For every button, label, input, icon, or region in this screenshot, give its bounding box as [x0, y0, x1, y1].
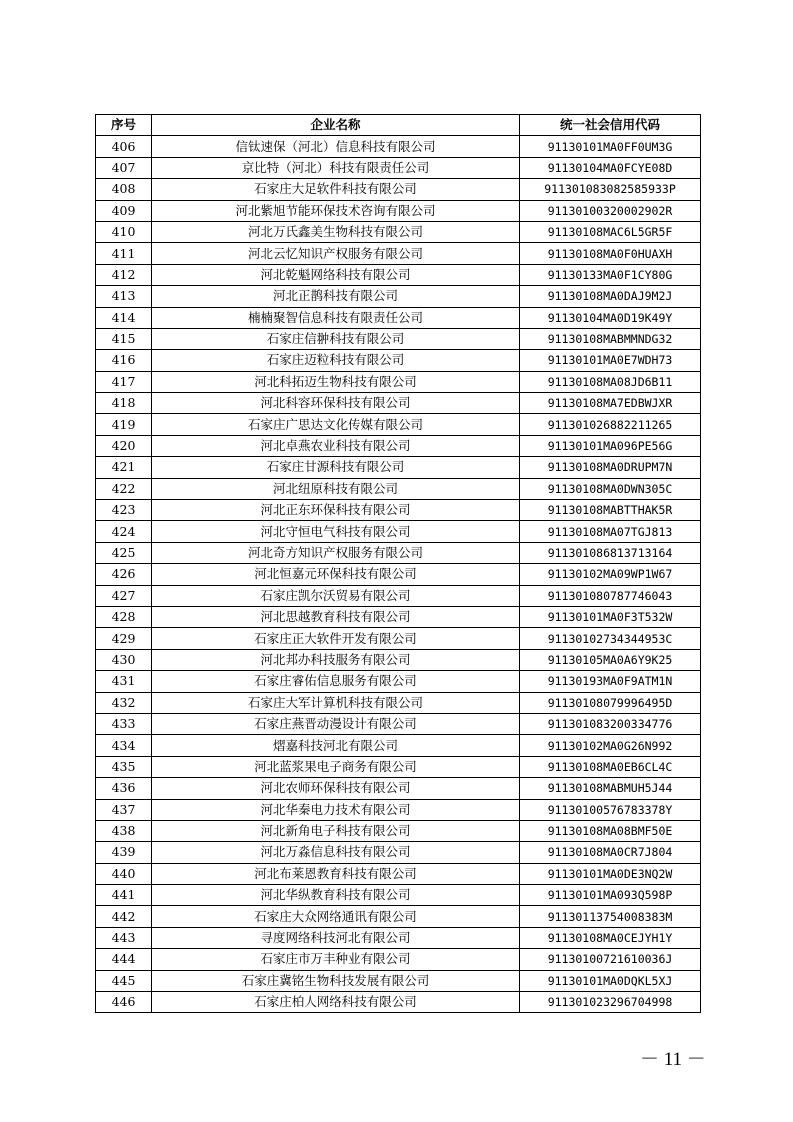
cell-company-name: 河北新角电子科技有限公司 [152, 820, 520, 841]
table-row [96, 735, 701, 756]
cell-company-name: 京比特（河北）科技有限责任公司 [152, 157, 520, 178]
table-row [96, 756, 701, 777]
cell-credit-code: 91130108MA0F0HUAXH [520, 243, 701, 264]
cell-credit-code: 91130108MA7EDBWJXR [520, 393, 701, 414]
cell-credit-code: 91130108MA0CR7J804 [520, 842, 701, 863]
cell-serial: 432 [96, 692, 152, 713]
cell-company-name: 河北乾魁网络科技有限公司 [152, 264, 520, 285]
table-row [96, 585, 701, 606]
table-row [96, 927, 701, 948]
table-row [96, 820, 701, 841]
cell-company-name: 河北思越教育科技有限公司 [152, 606, 520, 627]
table-row [96, 157, 701, 178]
cell-serial: 439 [96, 842, 152, 863]
cell-credit-code: 911301086813713164 [520, 542, 701, 563]
cell-credit-code: 91130113754008383M [520, 906, 701, 927]
table-row [96, 328, 701, 349]
cell-credit-code: 91130101MA0DE3NQ2W [520, 863, 701, 884]
cell-credit-code: 91130102MA09WP1W67 [520, 564, 701, 585]
table-row [96, 778, 701, 799]
cell-credit-code: 91130101MA0F3T532W [520, 606, 701, 627]
cell-serial: 425 [96, 542, 152, 563]
cell-company-name: 石家庄甘源科技有限公司 [152, 457, 520, 478]
table-row [96, 286, 701, 307]
cell-serial: 411 [96, 243, 152, 264]
cell-credit-code: 91130108079996495D [520, 692, 701, 713]
cell-company-name: 河北正鹊科技有限公司 [152, 286, 520, 307]
cell-credit-code: 91130108MA08BMF50E [520, 820, 701, 841]
table-header-row [96, 115, 701, 136]
table-row [96, 200, 701, 221]
cell-company-name: 河北华纵教育科技有限公司 [152, 885, 520, 906]
table-row [96, 478, 701, 499]
cell-company-name: 石家庄冀铭生物科技发展有限公司 [152, 970, 520, 991]
cell-company-name: 河北卓燕农业科技有限公司 [152, 435, 520, 456]
table-row [96, 692, 701, 713]
cell-company-name: 石家庄凯尔沃贸易有限公司 [152, 585, 520, 606]
cell-serial: 416 [96, 350, 152, 371]
cell-credit-code: 91130108MA07TGJ813 [520, 521, 701, 542]
cell-credit-code: 911301023296704998 [520, 992, 701, 1013]
table-row [96, 885, 701, 906]
table-row [96, 393, 701, 414]
cell-serial: 409 [96, 200, 152, 221]
cell-serial: 443 [96, 927, 152, 948]
cell-credit-code: 911301083082585933P [520, 179, 701, 200]
cell-company-name: 河北农师环保科技有限公司 [152, 778, 520, 799]
table-row [96, 414, 701, 435]
cell-credit-code: 91130100576783378Y [520, 799, 701, 820]
cell-company-name: 熠嘉科技河北有限公司 [152, 735, 520, 756]
cell-serial: 422 [96, 478, 152, 499]
cell-credit-code: 91130104MA0D19K49Y [520, 307, 701, 328]
table-row [96, 521, 701, 542]
cell-serial: 423 [96, 500, 152, 521]
table-row [96, 243, 701, 264]
cell-credit-code: 91130108MA08JD6B11 [520, 371, 701, 392]
table-row [96, 371, 701, 392]
cell-serial: 442 [96, 906, 152, 927]
cell-company-name: 河北恒嘉元环保科技有限公司 [152, 564, 520, 585]
table-row [96, 713, 701, 734]
cell-credit-code: 91130108MA0DAJ9M2J [520, 286, 701, 307]
cell-serial: 417 [96, 371, 152, 392]
cell-serial: 429 [96, 628, 152, 649]
cell-company-name: 石家庄正大软件开发有限公司 [152, 628, 520, 649]
table-row [96, 799, 701, 820]
table-row [96, 435, 701, 456]
cell-credit-code: 91130101MA0E7WDH73 [520, 350, 701, 371]
cell-company-name: 河北蓝浆果电子商务有限公司 [152, 756, 520, 777]
header-credit-code: 统一社会信用代码 [520, 115, 701, 136]
cell-company-name: 河北正东环保科技有限公司 [152, 500, 520, 521]
cell-serial: 419 [96, 414, 152, 435]
cell-credit-code: 91130101MA0DQKL5XJ [520, 970, 701, 991]
table-row [96, 350, 701, 371]
cell-serial: 426 [96, 564, 152, 585]
table-row [96, 500, 701, 521]
cell-company-name: 石家庄柏人网络科技有限公司 [152, 992, 520, 1013]
cell-serial: 408 [96, 179, 152, 200]
table-row [96, 307, 701, 328]
cell-credit-code: 91130108MA0DRUPM7N [520, 457, 701, 478]
cell-credit-code: 91130101MA0FF0UM3G [520, 136, 701, 157]
table-row [96, 863, 701, 884]
cell-credit-code: 91130100721610036J [520, 949, 701, 970]
table-row [96, 221, 701, 242]
cell-company-name: 河北布莱恩教育科技有限公司 [152, 863, 520, 884]
cell-serial: 435 [96, 756, 152, 777]
cell-company-name: 河北邦办科技服务有限公司 [152, 649, 520, 670]
cell-serial: 446 [96, 992, 152, 1013]
table-row [96, 564, 701, 585]
cell-company-name: 石家庄燕晋动漫设计有限公司 [152, 713, 520, 734]
cell-credit-code: 91130108MABTTHAK5R [520, 500, 701, 521]
cell-serial: 414 [96, 307, 152, 328]
table-row [96, 606, 701, 627]
cell-serial: 441 [96, 885, 152, 906]
cell-serial: 415 [96, 328, 152, 349]
cell-company-name: 石家庄睿佑信息服务有限公司 [152, 671, 520, 692]
cell-company-name: 河北万淼信息科技有限公司 [152, 842, 520, 863]
cell-credit-code: 91130108MA0DWN305C [520, 478, 701, 499]
cell-company-name: 信钛速保（河北）信息科技有限公司 [152, 136, 520, 157]
cell-credit-code: 91130108MABMUH5J44 [520, 778, 701, 799]
table-row [96, 457, 701, 478]
table-body [96, 136, 701, 1013]
cell-credit-code: 91130108MAC6L5GR5F [520, 221, 701, 242]
cell-serial: 428 [96, 606, 152, 627]
cell-company-name: 石家庄迈粒科技有限公司 [152, 350, 520, 371]
cell-serial: 427 [96, 585, 152, 606]
cell-credit-code: 91130102MA0G26N992 [520, 735, 701, 756]
cell-company-name: 石家庄广思达文化传媒有限公司 [152, 414, 520, 435]
cell-serial: 424 [96, 521, 152, 542]
header-serial: 序号 [96, 115, 152, 136]
cell-serial: 410 [96, 221, 152, 242]
cell-serial: 407 [96, 157, 152, 178]
cell-company-name: 石家庄大足软件科技有限公司 [152, 179, 520, 200]
cell-serial: 421 [96, 457, 152, 478]
cell-serial: 412 [96, 264, 152, 285]
header-company-name: 企业名称 [152, 115, 520, 136]
cell-company-name: 寻度网络科技河北有限公司 [152, 927, 520, 948]
cell-company-name: 河北万氏鑫美生物科技有限公司 [152, 221, 520, 242]
cell-serial: 438 [96, 820, 152, 841]
cell-serial: 436 [96, 778, 152, 799]
cell-company-name: 河北纽原科技有限公司 [152, 478, 520, 499]
table-row [96, 992, 701, 1013]
cell-company-name: 石家庄大众网络通讯有限公司 [152, 906, 520, 927]
cell-company-name: 河北守恒电气科技有限公司 [152, 521, 520, 542]
table-row [96, 949, 701, 970]
cell-company-name: 河北云忆知识产权服务有限公司 [152, 243, 520, 264]
cell-credit-code: 91130101MA093Q598P [520, 885, 701, 906]
cell-company-name: 楠楠聚智信息科技有限责任公司 [152, 307, 520, 328]
table-row [96, 542, 701, 563]
cell-credit-code: 911301080787746043 [520, 585, 701, 606]
cell-credit-code: 91130193MA0F9ATM1N [520, 671, 701, 692]
cell-company-name: 石家庄市万丰种业有限公司 [152, 949, 520, 970]
table-row [96, 906, 701, 927]
table-row [96, 179, 701, 200]
cell-company-name: 河北华秦电力技术有限公司 [152, 799, 520, 820]
cell-credit-code: 91130108MABMMNDG32 [520, 328, 701, 349]
cell-credit-code: 91130100320002902R [520, 200, 701, 221]
table-row [96, 970, 701, 991]
cell-credit-code: 91130102734344953C [520, 628, 701, 649]
cell-serial: 413 [96, 286, 152, 307]
table-row [96, 649, 701, 670]
cell-company-name: 河北紫旭节能环保技术咨询有限公司 [152, 200, 520, 221]
table-row [96, 628, 701, 649]
cell-credit-code: 91130105MA0A6Y9K25 [520, 649, 701, 670]
table-row [96, 264, 701, 285]
cell-credit-code: 91130133MA0F1CY80G [520, 264, 701, 285]
table-row [96, 842, 701, 863]
cell-serial: 440 [96, 863, 152, 884]
cell-company-name: 河北科拓迈生物科技有限公司 [152, 371, 520, 392]
cell-credit-code: 91130104MA0FCYE08D [520, 157, 701, 178]
cell-serial: 420 [96, 435, 152, 456]
cell-credit-code: 91130108MA0CEJYH1Y [520, 927, 701, 948]
cell-company-name: 河北科容环保科技有限公司 [152, 393, 520, 414]
page-number: － 11 － [640, 1049, 706, 1070]
cell-credit-code: 911301026882211265 [520, 414, 701, 435]
cell-serial: 406 [96, 136, 152, 157]
cell-company-name: 石家庄信翀科技有限公司 [152, 328, 520, 349]
cell-credit-code: 91130101MA096PE56G [520, 435, 701, 456]
cell-company-name: 河北奇方知识产权服务有限公司 [152, 542, 520, 563]
cell-serial: 418 [96, 393, 152, 414]
cell-serial: 434 [96, 735, 152, 756]
cell-serial: 437 [96, 799, 152, 820]
cell-credit-code: 911301083200334776 [520, 713, 701, 734]
cell-serial: 431 [96, 671, 152, 692]
cell-serial: 444 [96, 949, 152, 970]
enterprise-table [95, 114, 701, 1013]
cell-serial: 430 [96, 649, 152, 670]
table-row [96, 671, 701, 692]
cell-serial: 445 [96, 970, 152, 991]
cell-company-name: 石家庄大军计算机科技有限公司 [152, 692, 520, 713]
cell-credit-code: 91130108MA0EB6CL4C [520, 756, 701, 777]
table-row [96, 136, 701, 157]
cell-serial: 433 [96, 713, 152, 734]
